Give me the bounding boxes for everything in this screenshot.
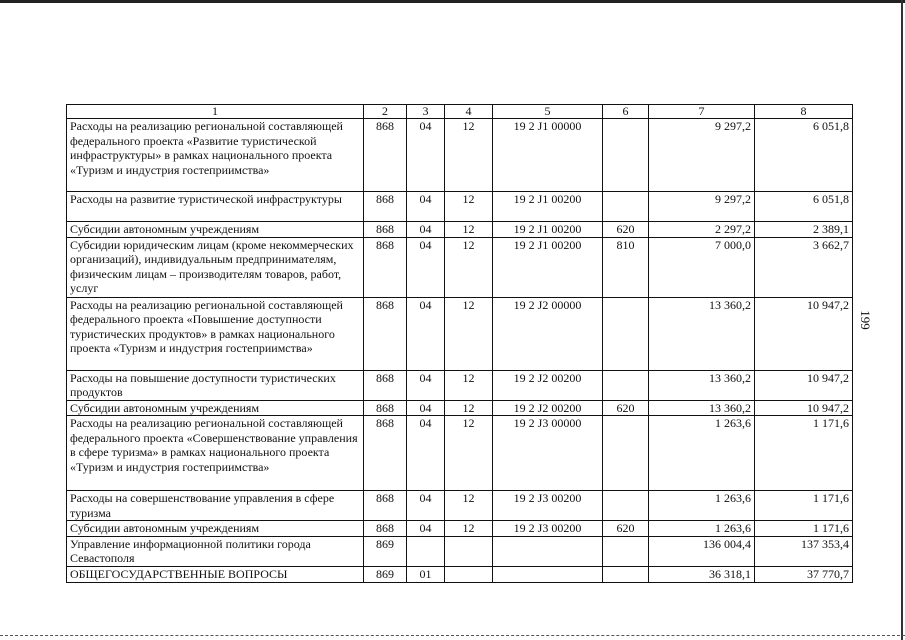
expense-name: Расходы на развитие туристической инфраструктуры <box>67 192 364 222</box>
amount-year-2: 3 662,7 <box>755 237 853 297</box>
subsection-code: 12 <box>445 222 493 238</box>
target-article-code: 19 2 J2 00200 <box>493 370 603 400</box>
amount-year-2: 6 051,8 <box>755 119 853 192</box>
amount-year-1: 136 004,4 <box>649 536 755 566</box>
subsection-code: 12 <box>445 400 493 416</box>
expense-type-code <box>603 370 649 400</box>
amount-year-2: 1 171,6 <box>755 521 853 537</box>
target-article-code <box>493 566 603 582</box>
target-article-code: 19 2 J1 00200 <box>493 237 603 297</box>
target-article-code <box>493 536 603 566</box>
header-col-4: 4 <box>445 105 493 119</box>
expense-type-code <box>603 119 649 192</box>
subsection-code <box>445 566 493 582</box>
expense-type-code <box>603 566 649 582</box>
table-row <box>67 416 853 491</box>
amount-year-1: 1 263,6 <box>649 491 755 521</box>
amount-year-2: 1 171,6 <box>755 491 853 521</box>
section-code: 04 <box>407 491 445 521</box>
amount-year-1: 7 000,0 <box>649 237 755 297</box>
page-top-edge <box>0 0 905 3</box>
amount-year-2: 6 051,8 <box>755 192 853 222</box>
amount-year-1: 36 318,1 <box>649 566 755 582</box>
grbs-code: 868 <box>364 192 407 222</box>
header-col-7: 7 <box>649 105 755 119</box>
amount-year-2: 10 947,2 <box>755 400 853 416</box>
amount-year-1: 9 297,2 <box>649 119 755 192</box>
expense-type-code <box>603 536 649 566</box>
target-article-code: 19 2 J1 00200 <box>493 192 603 222</box>
section-code: 01 <box>407 566 445 582</box>
target-article-code: 19 2 J3 00200 <box>493 491 603 521</box>
header-col-2: 2 <box>364 105 407 119</box>
table-row <box>67 297 853 370</box>
amount-year-2: 2 389,1 <box>755 222 853 238</box>
amount-year-2: 37 770,7 <box>755 566 853 582</box>
target-article-code: 19 2 J1 00200 <box>493 222 603 238</box>
target-article-code: 19 2 J3 00200 <box>493 521 603 537</box>
table-row <box>67 566 853 582</box>
amount-year-1: 13 360,2 <box>649 400 755 416</box>
amount-year-1: 1 263,6 <box>649 416 755 491</box>
header-col-8: 8 <box>755 105 853 119</box>
expense-type-code: 620 <box>603 222 649 238</box>
grbs-code: 868 <box>364 237 407 297</box>
subsection-code: 12 <box>445 297 493 370</box>
grbs-code: 869 <box>364 566 407 582</box>
section-code: 04 <box>407 222 445 238</box>
subsection-code: 12 <box>445 521 493 537</box>
table-row <box>67 222 853 238</box>
header-col-3: 3 <box>407 105 445 119</box>
grbs-code: 868 <box>364 521 407 537</box>
section-code: 04 <box>407 192 445 222</box>
grbs-code: 868 <box>364 297 407 370</box>
table-row <box>67 536 853 566</box>
amount-year-2: 137 353,4 <box>755 536 853 566</box>
expense-type-code: 620 <box>603 521 649 537</box>
expense-name: Субсидии юридическим лицам (кроме некоммерческих организаций), индивидуальным предпринимателям, физическим лицам – производителям товаров, работ, услуг <box>67 237 364 297</box>
section-code: 04 <box>407 297 445 370</box>
section-code: 04 <box>407 416 445 491</box>
amount-year-1: 13 360,2 <box>649 370 755 400</box>
header-col-1: 1 <box>67 105 364 119</box>
subsection-code: 12 <box>445 237 493 297</box>
section-code <box>407 536 445 566</box>
subsection-code: 12 <box>445 192 493 222</box>
amount-year-1: 2 297,2 <box>649 222 755 238</box>
subsection-code: 12 <box>445 491 493 521</box>
table-row <box>67 521 853 537</box>
expense-type-code <box>603 416 649 491</box>
section-code: 04 <box>407 119 445 192</box>
section-code: 04 <box>407 400 445 416</box>
expense-type-code: 810 <box>603 237 649 297</box>
grbs-code: 869 <box>364 536 407 566</box>
table-row <box>67 237 853 297</box>
target-article-code: 19 2 J3 00000 <box>493 416 603 491</box>
section-code: 04 <box>407 521 445 537</box>
expense-name: Субсидии автономным учреждениям <box>67 400 364 416</box>
grbs-code: 868 <box>364 491 407 521</box>
expense-type-code: 620 <box>603 400 649 416</box>
table-row <box>67 491 853 521</box>
subsection-code: 12 <box>445 119 493 192</box>
target-article-code: 19 2 J2 00000 <box>493 297 603 370</box>
amount-year-2: 10 947,2 <box>755 297 853 370</box>
amount-year-2: 1 171,6 <box>755 416 853 491</box>
grbs-code: 868 <box>364 119 407 192</box>
section-code: 04 <box>407 237 445 297</box>
subsection-code: 12 <box>445 370 493 400</box>
expense-name: Расходы на реализацию региональной составляющей федерального проекта «Совершенствование управления в сфере туризма» в рамках национального проекта «Туризм и индустрия гостеприимства» <box>67 416 364 491</box>
expense-name: Управление информационной политики города Севастополя <box>67 536 364 566</box>
table-row <box>67 192 853 222</box>
grbs-code: 868 <box>364 416 407 491</box>
expense-type-code <box>603 192 649 222</box>
header-col-5: 5 <box>493 105 603 119</box>
amount-year-1: 9 297,2 <box>649 192 755 222</box>
expense-name: Расходы на реализацию региональной составляющей федерального проекта «Повышение доступности туристических продуктов» в рамках национального проекта «Туризм и индустрия гостеприимства» <box>67 297 364 370</box>
expense-name: Расходы на повышение доступности туристических продуктов <box>67 370 364 400</box>
budget-table <box>66 104 853 583</box>
header-row <box>67 105 853 119</box>
table-row <box>67 400 853 416</box>
table-row <box>67 119 853 192</box>
subsection-code <box>445 536 493 566</box>
page-right-edge <box>901 0 903 640</box>
page-number: 199 <box>858 310 873 330</box>
page-bottom-edge <box>0 635 905 637</box>
table-row <box>67 370 853 400</box>
grbs-code: 868 <box>364 400 407 416</box>
amount-year-2: 10 947,2 <box>755 370 853 400</box>
header-col-6: 6 <box>603 105 649 119</box>
expense-name: Расходы на совершенствование управления в сфере туризма <box>67 491 364 521</box>
expense-name: Субсидии автономным учреждениям <box>67 222 364 238</box>
section-code: 04 <box>407 370 445 400</box>
expense-name: Расходы на реализацию региональной составляющей федерального проекта «Развитие туристической инфраструктуры» в рамках национального проекта «Туризм и индустрия гостеприимства» <box>67 119 364 192</box>
expense-name: ОБЩЕГОСУДАРСТВЕННЫЕ ВОПРОСЫ <box>67 566 364 582</box>
expense-type-code <box>603 297 649 370</box>
amount-year-1: 13 360,2 <box>649 297 755 370</box>
grbs-code: 868 <box>364 370 407 400</box>
target-article-code: 19 2 J2 00200 <box>493 400 603 416</box>
grbs-code: 868 <box>364 222 407 238</box>
amount-year-1: 1 263,6 <box>649 521 755 537</box>
expense-name: Субсидии автономным учреждениям <box>67 521 364 537</box>
target-article-code: 19 2 J1 00000 <box>493 119 603 192</box>
subsection-code: 12 <box>445 416 493 491</box>
expense-type-code <box>603 491 649 521</box>
